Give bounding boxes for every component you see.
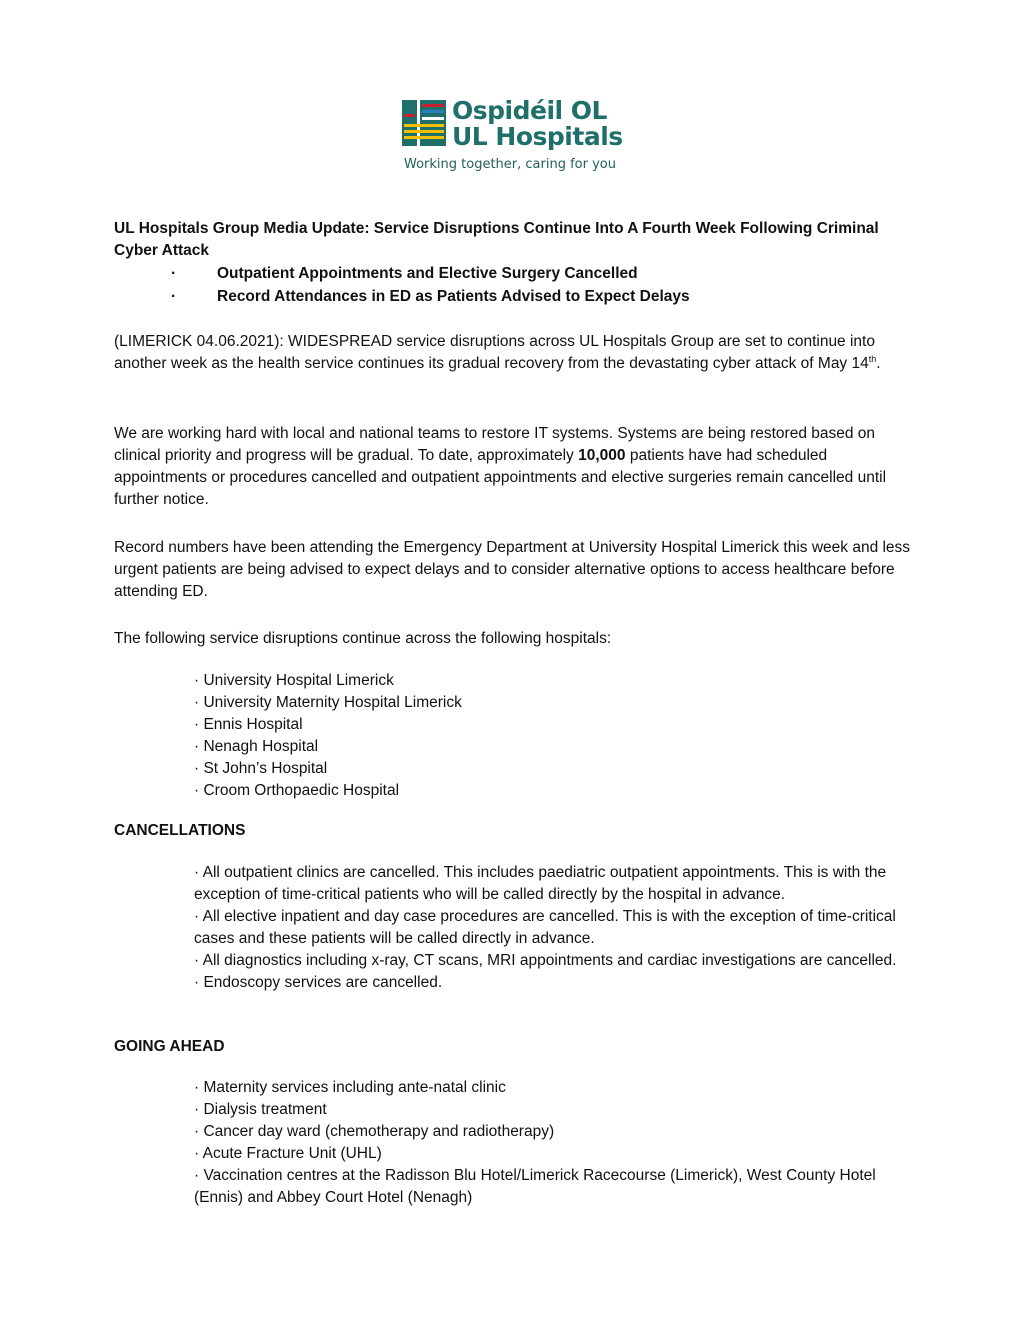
going-ahead-heading: GOING AHEAD [114,1038,225,1055]
list-item: · University Maternity Hospital Limerick [194,694,462,711]
list-item: · Ennis Hospital [194,716,303,733]
list-item: · St John’s Hospital [194,760,328,777]
logo-text-english: UL Hospitals [452,122,623,151]
paragraph-disruptions-intro: The following service disruptions continue across the following hospitals: [114,630,612,647]
paragraph-it-text: We are working hard with local and national teams to restore IT systems. Systems are being restored based on clinical priority and progress will be gradual. To date, approximately [114,425,876,464]
paragraph-emergency: Record numbers have been attending the Emergency Department at University Hospital Limerick this week and less urgent patients are being advised to expect delays and to consider alternative options to access healthcare before attending ED. [114,539,911,600]
ul-hospitals-logo [402,97,642,177]
list-item: · Nenagh Hospital [194,738,319,755]
list-item: · University Hospital Limerick [194,672,394,689]
headline-bullet [171,286,690,308]
list-item: · All elective inpatient and day case procedures are cancelled. This is with the exception of time-critical cases and these patients will be called directly in advance. [194,908,896,947]
list-item: · Cancer day ward (chemotherapy and radiotherapy) [194,1123,555,1140]
ordinal-suffix: th [868,353,877,364]
ul-hospitals-emblem-icon [402,100,446,146]
going-ahead-list [194,1077,914,1209]
list-item: · Croom Orthopaedic Hospital [194,782,400,799]
headline-bullet [171,263,638,285]
list-item: · All outpatient clinics are cancelled. This includes paediatric outpatient appointments. This is with the exception of time-critical patients who will be called directly by the hospital in advance. [194,864,887,903]
cancellations-list [194,862,914,994]
bullet-dot: · [171,265,177,282]
paragraph-it-text-end: patients have had scheduled appointments or procedures cancelled and outpatient appointments and elective surgeries remain cancelled until further notice. [114,447,887,508]
hospitals-list [194,670,914,802]
list-item: · All diagnostics including x-ray, CT scans, MRI appointments and cardiac investigations are cancelled. [194,952,897,969]
list-item: · Maternity services including ante-natal clinic [194,1079,506,1096]
list-item: · Vaccination centres at the Radisson Blu Hotel/Limerick Racecourse (Limerick), West County Hotel (Ennis) and Abbey Court Hotel (Nenagh) [194,1167,876,1206]
headline-bullet-text: Outpatient Appointments and Elective Surgery Cancelled [217,265,638,282]
patient-count: 10,000 [578,447,626,464]
headline-bullet-text: Record Attendances in ED as Patients Advised to Expect Delays [217,288,690,305]
bullet-dot: · [171,288,177,305]
paragraph-it-systems [114,423,914,511]
logo-text-irish: Ospidéil OL [452,96,607,125]
cancellations-heading: CANCELLATIONS [114,822,246,839]
paragraph-intro [114,331,914,375]
headline: UL Hospitals Group Media Update: Service Disruptions Continue Into A Fourth Week Following Criminal Cyber Attack [114,220,879,259]
sentence-end: . [876,355,881,372]
list-item: · Dialysis treatment [194,1101,327,1118]
logo-tagline: Working together, caring for you [404,157,616,172]
list-item: · Endoscopy services are cancelled. [194,974,443,991]
paragraph-intro-text: (LIMERICK 04.06.2021): WIDESPREAD service disruptions across UL Hospitals Group are set to continue into another week as the health service continues its gradual recovery from the devastating cyber attack of May 14 [114,333,875,372]
list-item: · Acute Fracture Unit (UHL) [194,1145,382,1162]
